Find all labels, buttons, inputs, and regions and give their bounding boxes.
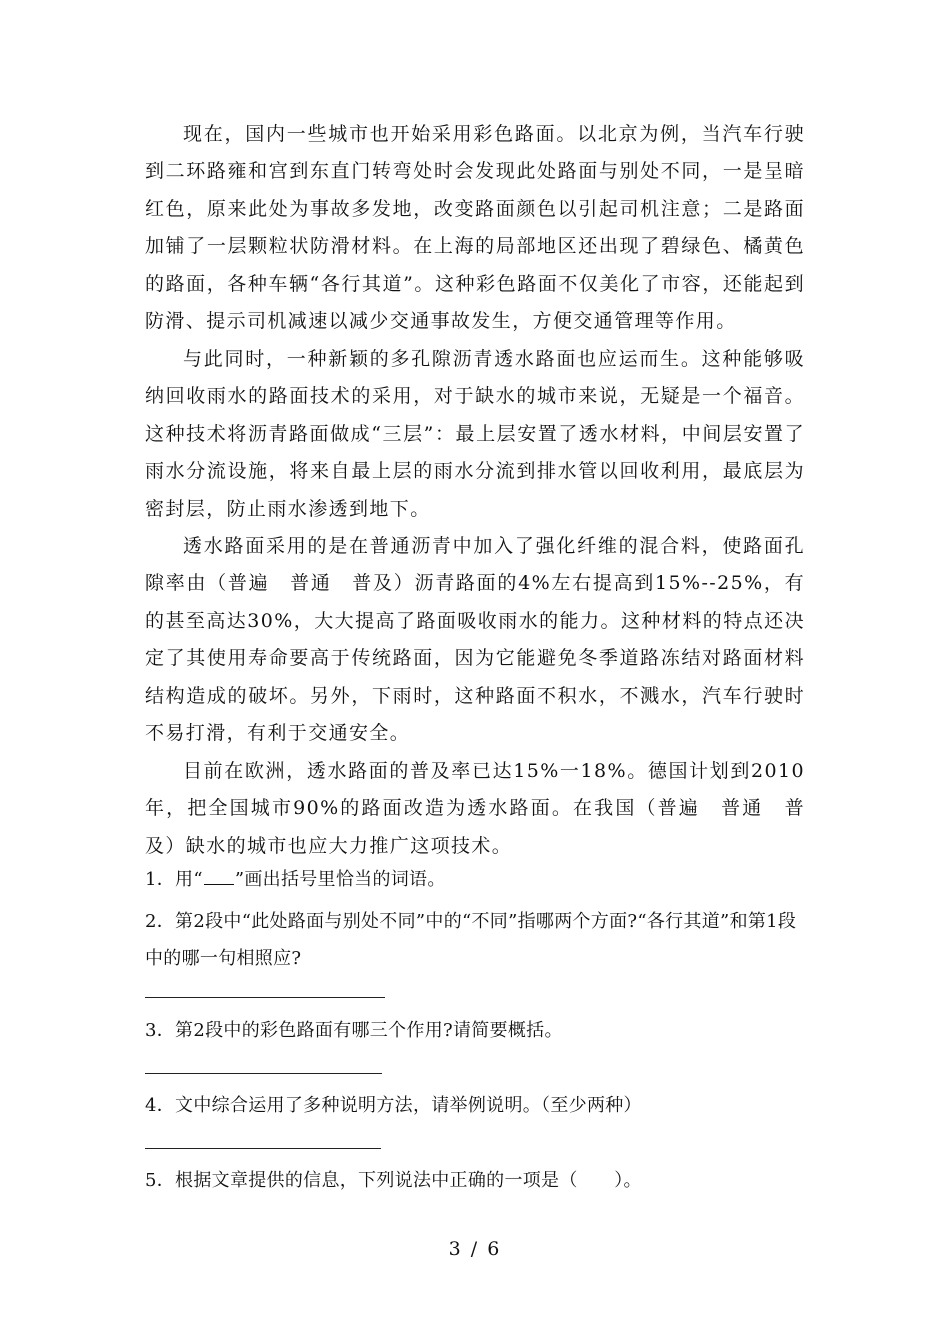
question-1 — [145, 861, 805, 898]
question-1-suffix: ”画出括号里恰当的词语。 — [234, 869, 446, 890]
question-1-prefix: 1．用“ — [145, 869, 203, 890]
article-paragraph-1: 现在，国内一些城市也开始采用彩色路面。以北京为例，当汽车行驶到二环路雍和宫到东直门转弯处时会发现此处路面与别处不同，一是呈暗红色，原来此处为事故多发地，改变路面颜色以引起司机注意；二是路面加铺了一层颗粒状防滑材料。在上海的局部地区还出现了碧绿色、橘黄色的路面，各种车辆“各行其道”。这种彩色路面不仅美化了市容，还能起到防滑、提示司机减速以减少交通事故发生，方便交通管理等作用。 — [145, 123, 805, 333]
article-paragraph-3: 透水路面采用的是在普通沥青中加入了强化纤维的混合料，使路面孔隙率由（普遍 普通 普及）沥青路面的4%左右提高到15%--25%，有的甚至高达30%，大大提高了路面吸收雨水的能力。这种材料的特点还决定了其使用寿命要高于传统路面，因为它能避免冬季道路冻结对路面材料结构造成的破坏。另外，下雨时，这种路面不积水，不溅水，汽车行驶时不易打滑，有利于交通安全。 — [145, 535, 805, 745]
question-4: 4．文中综合运用了多种说明方法，请举例说明。（至少两种） — [145, 1095, 642, 1116]
article-paragraph-2: 与此同时，一种新颖的多孔隙沥青透水路面也应运而生。这种能够吸纳回收雨水的路面技术的采用，对于缺水的城市来说，无疑是一个福音。这种技术将沥青路面做成“三层”：最上层安置了透水材料，中间层安置了雨水分流设施，将来自最上层的雨水分流到排水管以回收利用，最底层为密封层，防止雨水渗透到地下。 — [145, 348, 805, 520]
underline-mark — [204, 866, 234, 885]
article-paragraph-4: 目前在欧洲，透水路面的普及率已达15%一18%。德国计划到2010年，把全国城市90%的路面改造为透水路面。在我国（普遍 普通 普及）缺水的城市也应大力推广这项技术。 — [145, 760, 805, 857]
question-5: 5．根据文章提供的信息，下列说法中正确的一项是（ ）。 — [145, 1170, 642, 1191]
question-3: 3．第2段中的彩色路面有哪三个作用?请简要概括。 — [145, 1020, 563, 1041]
page-number: 3 / 6 — [448, 1238, 502, 1260]
answer-line-4[interactable] — [145, 1148, 381, 1149]
answer-line-2[interactable] — [145, 997, 385, 998]
answer-line-3[interactable] — [145, 1073, 382, 1074]
question-2: 2．第2段中“此处路面与别处不同”中的“不同”指哪两个方面?“各行其道”和第1段中的哪一句相照应? — [145, 911, 797, 969]
